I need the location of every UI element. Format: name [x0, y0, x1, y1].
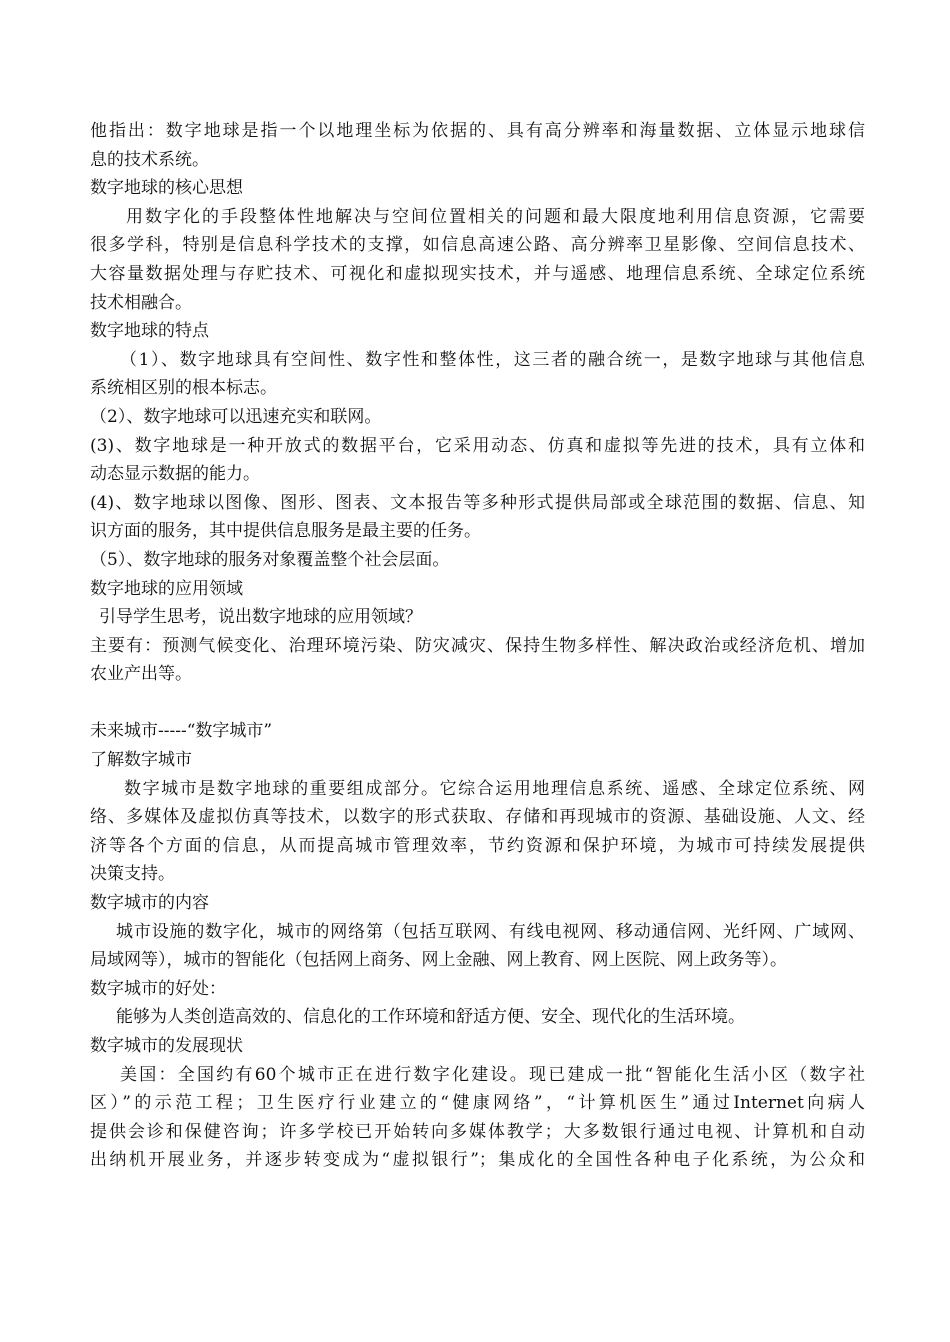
text-line: 用数字化的手段整体性地解决与空间位置相关的问题和最大限度地利用信息资源，它需要: [126, 206, 865, 227]
section-heading: 数字城市的好处：: [90, 978, 226, 999]
section-heading: 数字地球的核心思想: [90, 178, 243, 199]
text-line: 技术相融合。: [90, 292, 192, 313]
text-line: 主要有：预测气候变化、治理环境污染、防灾减灾、保持生物多样性、解决政治或经济危机、增加: [90, 635, 865, 656]
text-line: 动态显示数据的能力。: [90, 464, 260, 485]
text-line: 大容量数据处理与存贮技术、可视化和虚拟现实技术，并与遥感、地理信息系统、全球定位系统: [90, 263, 865, 284]
text-line: (4)、数字地球以图像、图形、图表、文本报告等多种形式提供局部或全球范围的数据、信息、知: [90, 492, 865, 513]
text-line: 息的技术系统。: [90, 149, 209, 170]
section-heading: 未来城市-----“数字城市”: [90, 721, 273, 742]
text-line: 络、多媒体及虚拟仿真等技术，以数字的形式获取、存储和再现城市的资源、基础设施、人文、经: [90, 807, 865, 828]
text-line: 他指出：数字地球是指一个以地理坐标为依据的、具有高分辨率和海量数据、立体显示地球信: [90, 121, 865, 141]
text-line: 识方面的服务，其中提供信息服务是最主要的任务。: [90, 521, 481, 542]
text-line: 农业产出等。: [90, 664, 192, 685]
text-line: 提供会诊和保健咨询；许多学校已开始转向多媒体教学；大多数银行通过电视、计算机和自动: [90, 1121, 865, 1142]
text-line: 局域网等），城市的智能化（包括网上商务、网上金融、网上教育、网上医院、网上政务等）。: [90, 950, 787, 971]
section-heading: 数字地球的应用领域: [90, 578, 243, 599]
section-heading: 数字城市的内容: [90, 893, 209, 914]
section-heading: 数字地球的特点: [90, 321, 209, 342]
text-line: 决策支持。: [90, 864, 175, 885]
text-line: 美国：全国约有60个城市正在进行数字化建设。现已建成一批“智能化生活小区（数字社: [120, 1064, 865, 1085]
text-line: 很多学科，特别是信息科学技术的支撑，如信息高速公路、高分辨率卫星影像、空间信息技术、: [90, 235, 865, 256]
section-heading: 数字城市的发展现状: [90, 1036, 243, 1056]
text-line: 出纳机开展业务，并逐步转变成为“虚拟银行”；集成化的全国性各种电子化系统，为公众和: [90, 1150, 865, 1171]
text-line: （1）、数字地球具有空间性、数字性和整体性，这三者的融合统一，是数字地球与其他信息: [120, 349, 865, 370]
text-line: 数字城市是数字地球的重要组成部分。它综合运用地理信息系统、遥感、全球定位系统、网: [124, 778, 865, 799]
text-line: （2）、数字地球可以迅速充实和联网。: [90, 406, 382, 427]
blank-line: [90, 689, 865, 718]
text-line: 济等各个方面的信息，从而提高城市管理效率，节约资源和保护环境，为城市可持续发展提供: [90, 835, 865, 856]
text-line: 城市设施的数字化，城市的网络第（包括互联网、有线电视网、移动通信网、光纤网、广域网、: [116, 921, 865, 942]
text-line: （5）、数字地球的服务对象覆盖整个社会层面。: [90, 549, 450, 570]
document-page: [90, 117, 865, 1175]
text-line: 区）”的示范工程；卫生医疗行业建立的“健康网络”，“计算机医生”通过Internet向病人: [90, 1093, 865, 1114]
text-line: 引导学生思考，说出数字地球的应用领域？: [99, 607, 422, 628]
section-heading: 了解数字城市: [90, 750, 192, 771]
text-line: (3)、数字地球是一种开放式的数据平台，它采用动态、仿真和虚拟等先进的技术，具有立体和: [90, 435, 865, 456]
text-line: 系统相区别的根本标志。: [90, 378, 277, 399]
text-line: 能够为人类创造高效的、信息化的工作环境和舒适方便、安全、现代化的生活环境。: [116, 1007, 745, 1028]
